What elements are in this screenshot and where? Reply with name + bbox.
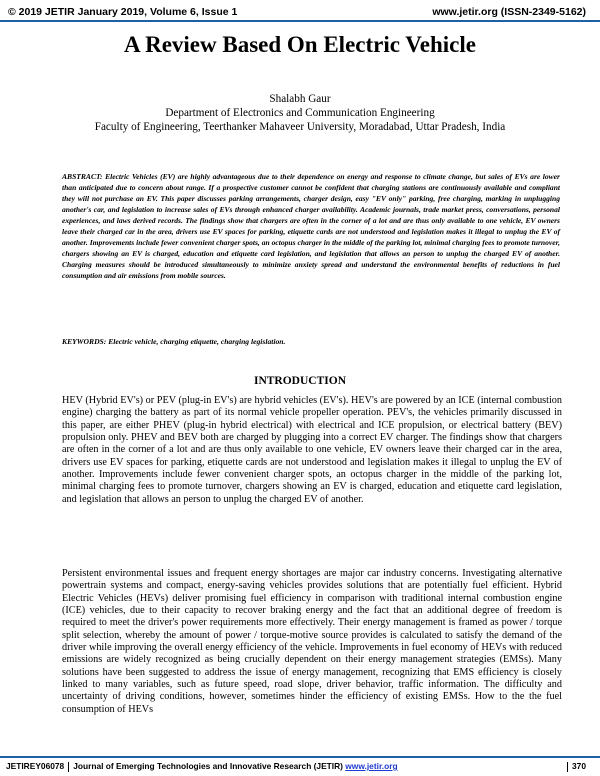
footer-site-link[interactable]: www.jetir.org xyxy=(345,761,398,771)
keywords: KEYWORDS: Electric vehicle, charging etiquette, charging legislation. xyxy=(62,337,286,346)
page-header xyxy=(0,0,600,22)
abstract: ABSTRACT: Electric Vehicles (EV) are highly advantageous due to their dependence on energy and response to climate change, but sales of EVs are lower than anticipated due to concern about range. If a prospective customer cannot be confident that charging stations are continuously available and compliant they will not purchase an EV. This paper discusses parking arrangements, charger design, easy "EV only" parking, free charging, marking in unplugging another's car, and legislation to increase sales of EVs through enhanced charger availability. Academic journals, trade market press, conversations, personal experiences, and laws derived records. The findings show that chargers are often in the corner of a lot and are thus only available to one vehicle, EV owners leave their charged car in the area, drivers use EV spaces for parking, etiquette cards are not understood and legislation makes it illegal to unplug the EV of another. Improvements include fewer convenient charger spots, an octopus charger in the middle of the parking lot, minimal charging fees to promote turnover, chargers showing an EV is charged, education and etiquette card legislation, and legislation that allows an person to unplug the charged EV of another. Charging measures should be introduced simultaneously to minimize anxiety spread and understand the environmental benefits of reductions in fuel consumption and air emissions from mobile sources. xyxy=(62,172,560,280)
author-department: Department of Electronics and Communication Engineering xyxy=(165,107,435,119)
author-name: Shalabh Gaur xyxy=(269,93,331,105)
page-footer xyxy=(0,756,600,776)
footer-page-separator xyxy=(567,762,568,772)
footer-separator xyxy=(68,762,69,772)
footer-journal: Journal of Emerging Technologies and Innovative Research (JETIR) xyxy=(73,761,343,771)
paragraph-2: Persistent environmental issues and frequent energy shortages are major car industry concerns. Investigating alternative powertrain systems and compact, energy-saving vehicles provides solutions that are potentially fuel efficient. Hybrid Electric Vehicles (HEVs) deliver promising fuel efficiency in comparison with traditional internal combustion engine (ICE) vehicles, due to their capacity to recover braking energy and the fact that an additional degree of freedom is required to meet the driver's power requirements more effectively. Their energy management is framed as power / torque split selection, whereby the amount of power / torque-motive source provides is calculated to satisfy the demand of the driver while improving the overall energy efficiency of the vehicle. Improvements in fuel economy of HEVs with reduced emissions are widely recognized as being crucially dependent on their energy management strategies (EMSs). Many solutions have been suggested to address the issue of energy management, recognizing that EMS efficiency is closely linked to many variables, such as future speed, road slope, driver behavior, traffic information. The difficulty and uncertainty of driving conditions, however, sometimes hinder the efficiency of existing EMSs. How to the the fuel consumption of HEVs xyxy=(62,568,562,715)
footer-page xyxy=(563,761,586,772)
paragraph-1: HEV (Hybrid EV's) or PEV (plug-in EV's) are hybrid vehicles (EV's). HEV's are powered by an ICE (internal combustion engine) charging the battery as part of its normal vehicle propeller operation. PEV's, the vehicles primarily discussed in this paper, are either PHEV (plug-in hybrid electrical) with electrical and ICE propulsion, or electrical battery (BEV) propulsion only. PHEV and BEV both are charged by plugging into a correct EV charger. The findings show that chargers are often in the corner of a lot and are thus only available to one vehicle, EV owners leave their charged car in the area, drivers use EV spaces for parking, etiquette cards are not understood and legislation makes it illegal to unplug the EV of another. Improvements include fewer convenient charger spots, an octopus charger in the middle of the parking lot, minimal charging fees to promote turnover, chargers showing an EV is charged, education and etiquette card legislation, and legislation that allows an person to unplug the charged EV of another. xyxy=(62,395,562,505)
paper-title: A Review Based On Electric Vehicle xyxy=(124,32,476,57)
footer-paper-id: JETIREY06078 xyxy=(6,761,65,771)
footer-rule xyxy=(0,756,600,758)
author-block xyxy=(0,92,600,134)
section-heading: INTRODUCTION xyxy=(253,375,346,387)
header-rule xyxy=(0,20,600,22)
footer-info xyxy=(6,761,398,772)
author-affiliation: Faculty of Engineering, Teerthanker Mahaveer University, Moradabad, Uttar Pradesh, India xyxy=(94,121,506,133)
header-copyright: © 2019 JETIR January 2019, Volume 6, Issue 1 xyxy=(8,6,238,18)
header-journal-site: www.jetir.org (ISSN-2349-5162) xyxy=(432,6,586,18)
footer-page-number: 370 xyxy=(572,761,586,771)
